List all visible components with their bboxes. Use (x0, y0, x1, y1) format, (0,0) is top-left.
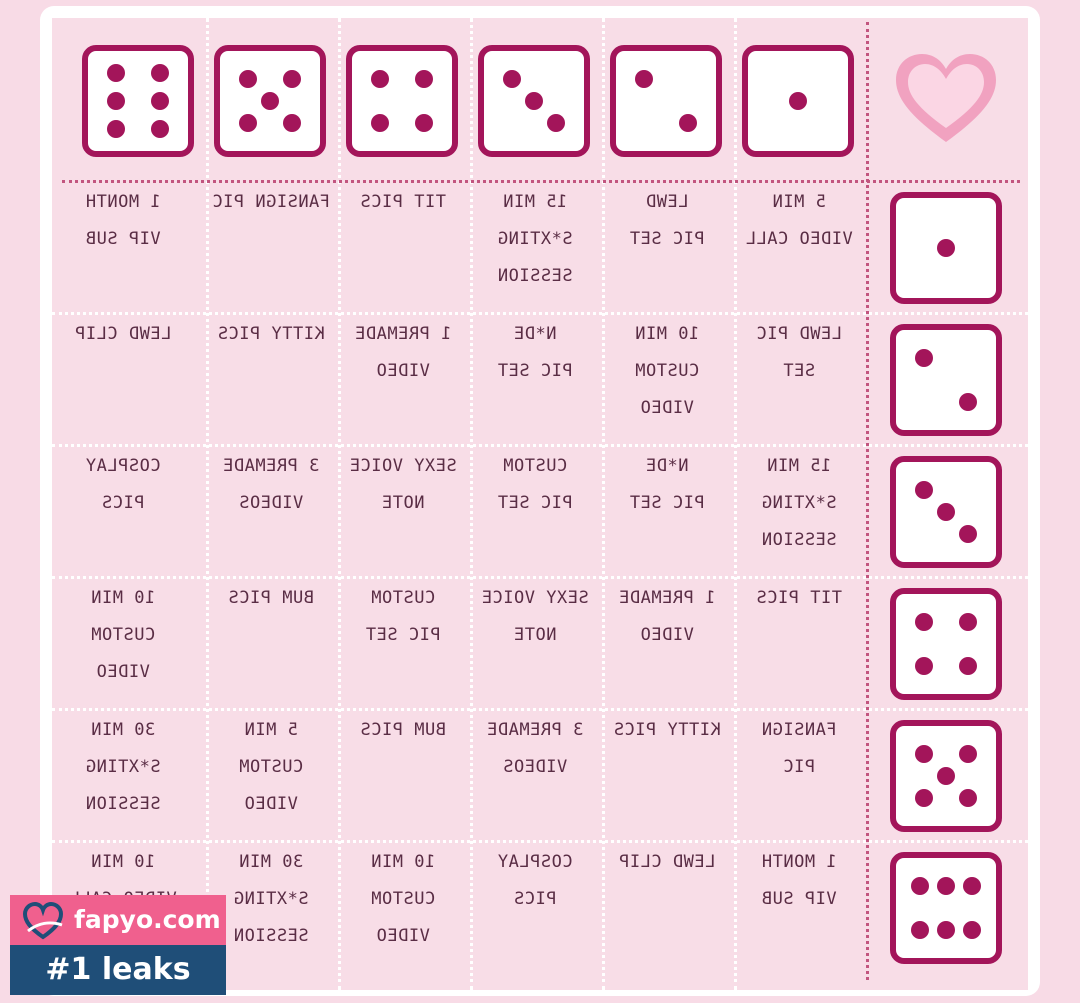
row-die-3 (890, 456, 1002, 568)
grid-cell: N*DE PIC SET (497, 324, 573, 381)
grid-cell: BUM PICS (228, 588, 314, 608)
die-pip (415, 70, 433, 88)
header-divider-vertical (866, 22, 869, 980)
column-die-5 (214, 45, 326, 157)
watermark-site: fapyo.com (74, 905, 221, 934)
fapyo-logo-icon (22, 901, 64, 941)
watermark (10, 895, 226, 995)
die-pip (261, 92, 279, 110)
grid-cell: 3 PREMADE VIDEOS (486, 720, 584, 777)
die-pip (937, 239, 955, 257)
row-die-5 (890, 720, 1002, 832)
grid-cell: 3 PREMADE VIDEOS (222, 456, 320, 513)
watermark-tagline: #1 leaks (10, 945, 226, 995)
die-pip (959, 525, 977, 543)
die-pip (937, 877, 955, 895)
grid-cell: 10 MIN CUSTOM VIDEO (634, 324, 700, 418)
die-pip (963, 921, 981, 939)
grid-cell: LEWD CLIP (618, 852, 716, 872)
die-pip (959, 745, 977, 763)
die-pip (635, 70, 653, 88)
die-pip (151, 64, 169, 82)
grid-cell: FANSIGN PIC (761, 720, 837, 777)
die-pip (547, 114, 565, 132)
die-pip (937, 921, 955, 939)
watermark-site-bar (10, 895, 226, 945)
column-die-6 (82, 45, 194, 157)
die-pip (915, 613, 933, 631)
grid-cell: LEWD CLIP (74, 324, 172, 344)
die-pip (415, 114, 433, 132)
grid-cell: 15 MIN S*XTING SESSION (497, 192, 573, 286)
grid-cell: FANSIGN PIC (211, 192, 331, 212)
grid-cell: COSPLAY PICS (85, 456, 161, 513)
die-pip (915, 789, 933, 807)
die-pip (151, 92, 169, 110)
grid-cell: 5 MIN VIDEO CALL (745, 192, 853, 249)
grid-cell: 1 PREMADE VIDEO (618, 588, 716, 645)
grid-cell: 1 PREMADE VIDEO (354, 324, 452, 381)
die-pip (915, 657, 933, 675)
die-pip (503, 70, 521, 88)
die-pip (107, 120, 125, 138)
grid-cell: SEXY VOICE NOTE (481, 588, 589, 645)
die-pip (371, 70, 389, 88)
die-pip (959, 789, 977, 807)
grid-cell: TIT PICS (756, 588, 842, 608)
grid-cell: 1 MONTH VIP SUB (85, 192, 161, 249)
die-pip (107, 92, 125, 110)
die-pip (937, 503, 955, 521)
row-die-4 (890, 588, 1002, 700)
die-pip (915, 745, 933, 763)
die-pip (963, 877, 981, 895)
grid-cell: 30 MIN S*XTING SESSION (233, 852, 309, 946)
grid-cell: COSPLAY PICS (497, 852, 573, 909)
die-pip (371, 114, 389, 132)
die-pip (525, 92, 543, 110)
row-die-6 (890, 852, 1002, 964)
grid-cell: 10 MIN (90, 852, 156, 872)
die-pip (937, 767, 955, 785)
grid-cell: KITTY PICS (613, 720, 721, 740)
grid-cell: 5 MIN CUSTOM VIDEO (238, 720, 304, 814)
die-pip (959, 657, 977, 675)
column-die-4 (346, 45, 458, 157)
grid-cell: N*DE PIC SET (629, 456, 705, 513)
die-pip (915, 349, 933, 367)
grid-cell: CUSTOM PIC SET (497, 456, 573, 513)
grid-cell: SEXY VOICE NOTE (349, 456, 457, 513)
die-pip (789, 92, 807, 110)
header-divider-horizontal (62, 180, 1020, 183)
die-pip (239, 114, 257, 132)
grid-cell: KITTY PICS (217, 324, 325, 344)
row-die-2 (890, 324, 1002, 436)
die-pip (239, 70, 257, 88)
row-die-1 (890, 192, 1002, 304)
column-die-1 (742, 45, 854, 157)
grid-cell: 30 MIN S*XTING SESSION (85, 720, 161, 814)
die-pip (915, 481, 933, 499)
die-pip (959, 613, 977, 631)
die-pip (107, 64, 125, 82)
die-pip (151, 120, 169, 138)
grid-cell: BUM PICS (360, 720, 446, 740)
grid-cell: 10 MIN CUSTOM VIDEO (370, 852, 436, 946)
grid-cell: CUSTOM PIC SET (365, 588, 441, 645)
grid-cell: LEWD PIC SET (629, 192, 705, 249)
grid-cell: LEWD PIC SET (756, 324, 842, 381)
grid-cell: TIT PICS (360, 192, 446, 212)
die-pip (283, 70, 301, 88)
die-pip (679, 114, 697, 132)
grid-cell: 10 MIN CUSTOM VIDEO (90, 588, 156, 682)
column-die-3 (478, 45, 590, 157)
die-pip (959, 393, 977, 411)
heart-icon (892, 50, 1000, 150)
column-die-2 (610, 45, 722, 157)
die-pip (911, 921, 929, 939)
grid-cell: 15 MIN S*XTING SESSION (761, 456, 837, 550)
die-pip (911, 877, 929, 895)
grid-cell: 1 MONTH VIP SUB (761, 852, 837, 909)
die-pip (283, 114, 301, 132)
